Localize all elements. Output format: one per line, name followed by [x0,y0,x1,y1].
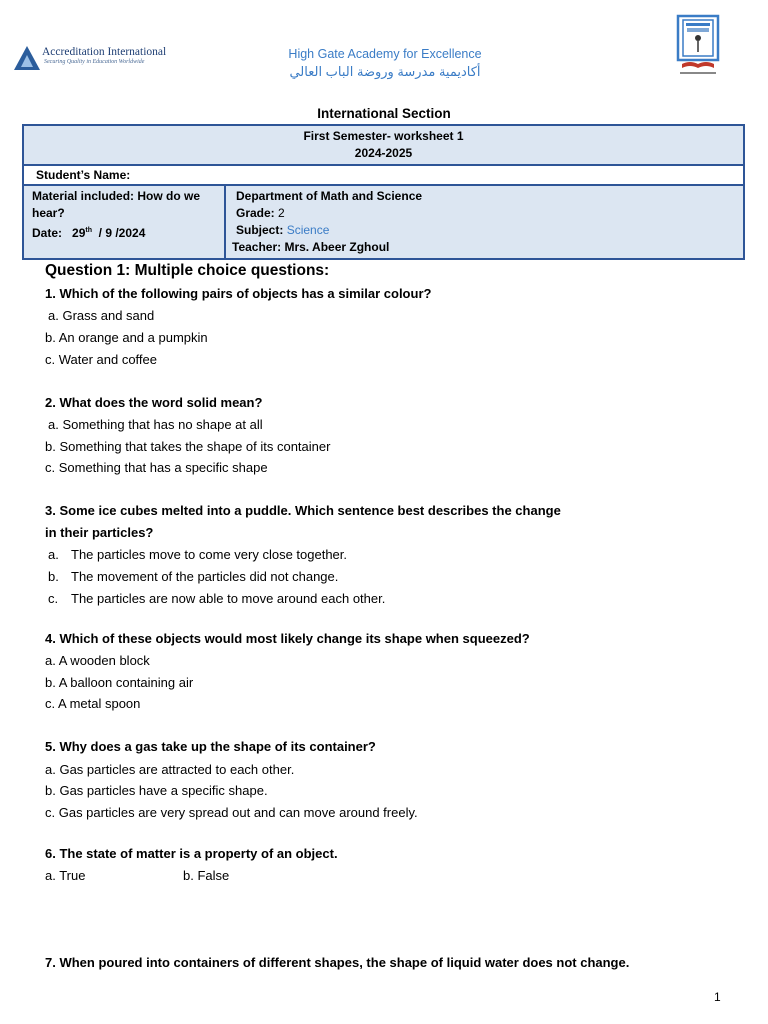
question-1-option-a: a. Grass and sand [48,308,155,323]
question-3-option-b: The movement of the particles did not change. [71,569,339,584]
accreditation-tagline: Securing Quality in Education Worldwide [44,59,145,65]
question-7: 7. When poured into containers of different shapes, the shape of liquid water does not change. [45,955,630,970]
school-year: 2024-2025 [354,146,413,160]
question-3-line-1: 3. Some ice cubes melted into a puddle. Which sentence best describes the change [45,503,561,518]
accreditation-logo [14,44,167,74]
student-name-label: Student’s Name: [36,168,131,182]
subject-value: Science [286,223,330,237]
question-3-option-a-letter: a. [48,547,59,562]
question-1-option-b: b. An orange and a pumpkin [45,330,208,345]
worksheet-info-table [22,124,745,260]
date-day-suffix: th [85,227,92,234]
accreditation-triangle-icon [14,46,40,70]
question-2-option-b: b. Something that takes the shape of its container [45,439,331,454]
page-number: 1 [714,990,721,1004]
question-3-option-a: The particles move to come very close together. [71,547,348,562]
question-3-line-2: in their particles? [45,525,154,540]
question-6-option-a: a. True [45,868,86,883]
teacher-name: Teacher: Mrs. Abeer Zghoul [232,240,390,254]
question-5-option-a: a. Gas particles are attracted to each other. [45,762,295,777]
date-line [32,222,216,242]
semester-label: First Semester- worksheet 1 [303,129,464,143]
question-4-option-a: a. A wooden block [45,653,150,668]
school-name-arabic: أكاديمية مدرسة وروضة الباب العالي [289,64,481,79]
subject-label: Subject: [236,223,284,237]
grade-line [236,205,733,222]
question-2-option-a: a. Something that has no shape at all [48,417,263,432]
grade-value: 2 [278,206,285,220]
question-1-option-c: c. Water and coffee [45,352,158,367]
date-label: Date: [32,226,63,240]
accreditation-name: Accreditation International [42,46,167,58]
date-day: 29 [72,226,86,240]
department-cell [224,184,745,260]
question-5-option-b: b. Gas particles have a specific shape. [45,783,268,798]
subject-line [236,222,733,239]
question-1: 1. Which of the following pairs of objects has a similar colour? [45,286,432,301]
question-3-option-c: The particles are now able to move around each other. [71,591,386,606]
department-name: Department of Math and Science [236,189,423,203]
question-section-heading: Question 1: Multiple choice questions: [45,262,330,279]
date-rest: / 9 /2024 [98,226,146,240]
question-3-option-c-letter: c. [48,591,59,606]
question-4-option-c: c. A metal spoon [45,696,141,711]
material-label: Material included: How do we hear? [32,189,201,220]
question-6: 6. The state of matter is a property of an object. [45,846,338,861]
question-5-option-c: c. Gas particles are very spread out and can move around freely. [45,805,418,820]
question-3-option-b-letter: b. [48,569,59,584]
semester-cell [22,124,745,166]
question-2: 2. What does the word solid mean? [45,395,263,410]
material-date-cell [22,184,226,260]
question-4-option-b: b. A balloon containing air [45,675,194,690]
question-6-option-b: b. False [183,868,230,883]
question-5: 5. Why does a gas take up the shape of its container? [45,739,376,754]
grade-label: Grade: [236,206,275,220]
school-name-english: High Gate Academy for Excellence [288,47,482,61]
section-title: International Section [317,106,451,121]
question-4: 4. Which of these objects would most likely change its shape when squeezed? [45,631,530,646]
student-name-cell [22,164,745,186]
question-2-option-c: c. Something that has a specific shape [45,460,268,475]
school-crest-icon [672,14,724,80]
